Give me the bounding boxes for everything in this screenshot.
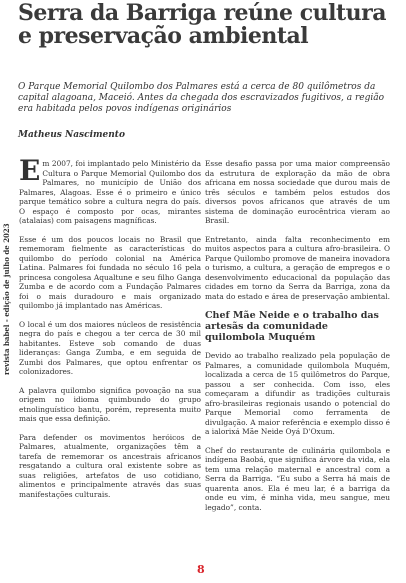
paragraph: Esse é um dos poucos locais no Brasil que rememoram fielmente as características do quilombo do período colonial na América Latina. Palmares foi fundada no século 16 pela princesa congolesa Aqualtune e seu filho Ganga Zumba e de acordo com a Fundação Palmares foi o mais duradouro e mais organizado quilombo já implantado nas Américas. — [19, 234, 201, 310]
side-label — [2, 215, 16, 375]
left-column — [19, 154, 201, 508]
paragraph — [19, 154, 201, 226]
right-column — [205, 159, 390, 521]
paragraph: Esse desafio passa por uma maior compreensão da estrutura de exploração da mão de obra africana em nossa sociedade que durou mais de três séculos e também pelos estudos dos diversos povos africanos que através de um sistema de dominação eurocêntrica vieram ao Brasil. — [205, 159, 390, 225]
paragraph: A palavra quilombo significa povoação na sua origem no idioma quimbundo do grupo etnolinguístico bantu, porém, representa muito mais que essa definição. — [19, 385, 201, 423]
paragraph: Devido ao trabalho realizado pela população de Palmares, a comunidade quilombola Muquém, localizada a cerca de 15 quilômetros do Parque, passou a ser conhecida. Com isso, eles começaram a difundir as tradições culturais afro-brasileiras regionais usando o potencial do Parque Memorial como ferramenta de divulgação. A maior referência e exemplo disso é a ialorixá Mãe Neide Oyá D'Oxum. — [205, 351, 390, 436]
paragraph: Para defender os movimentos heróicos de Palmares, atualmente, organizações têm a tarefa de rememorar os ancestrais africanos resgatando a cultura oral existente sobre as suas religiões, artefatos de uso cotidiano, alimentos e principalmente através das suas manifestações culturais. — [19, 432, 201, 499]
headline: Serra da Barriga reúne cultura e preservação ambiental — [18, 0, 386, 49]
page-number: 8 — [197, 563, 205, 576]
drop-cap: E — [19, 154, 41, 187]
paragraph: Chef do restaurante de culinária quilombola e indígena Baobá, que significa árvore da vida, ela tem uma relação maternal e ancestral com a Serra da Barriga. “Eu subo a Serra há mais de quarenta anos. Ela é meu lar, é a barriga da onde eu vim, é minha vida, meu sangue, meu legado”, conta. — [205, 445, 390, 512]
paragraph-text: m 2007, foi implantado pelo Ministério da Cultura o Parque Memorial Quilombo dos Palmares, no município de União dos Palmares, Alagoas. Esse é o primeiro e único parque temático sobre a cultura negra do país. O espaço é composto por ocas, mirantes (atalaias) com paisagens magníficas. — [19, 159, 201, 225]
side-label-text: revista babel - edição de julho de 2023 — [2, 223, 11, 375]
byline: Matheus Nascimento — [18, 130, 125, 140]
paragraph: Entretanto, ainda falta reconhecimento em muitos aspectos para a cultura afro-brasileira. O Parque Quilombo promove de maneira inovadora o turismo, a cultura, a geração de empregos e o desenvolvimento educacional da população das cidades em torno da Serra da Barriga, zona da mata do estado e área de preservação ambiental. — [205, 234, 390, 301]
lede: O Parque Memorial Quilombo dos Palmares está a cerca de 80 quilômetros da capital alagoana, Maceió. Antes da chegada dos escravizados fugitivos, a região era habitada pelos povos indígenas originários — [18, 82, 385, 114]
subheading: Chef Mãe Neide e o trabalho das artesãs da comunidade quilombola Muquém — [205, 310, 379, 343]
paragraph: O local é um dos maiores núcleos de resistência negra do país e chegou a ter cerca de 30 mil habitantes. Esteve sob comando de duas lideranças: Ganga Zumba, e em seguida de Zumbi dos Palmares, que optou enfrentar os colonizadores. — [19, 319, 201, 376]
